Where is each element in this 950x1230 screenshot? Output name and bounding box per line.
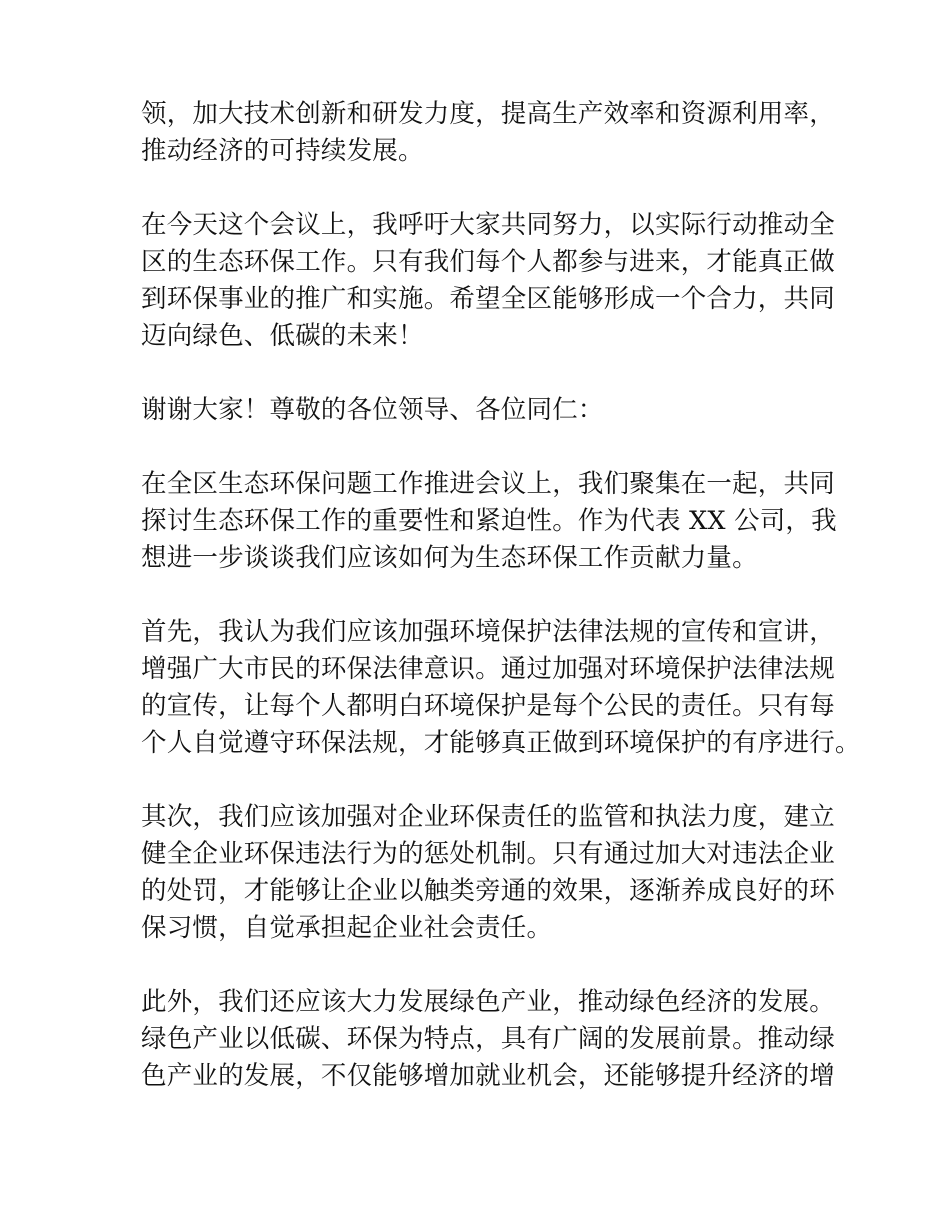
paragraph (141, 614, 861, 762)
paragraph (141, 392, 841, 429)
text-line: 色产业的发展，不仅能够增加就业机会，还能够提升经济的增 (141, 1061, 835, 1091)
document-body (141, 96, 861, 1132)
paragraph (141, 799, 841, 947)
paragraph (141, 207, 841, 355)
text-line: 绿色产业以低碳、环保为特点，具有广阔的发展前景。推动绿 (141, 1024, 835, 1054)
paragraph (141, 96, 841, 170)
text-line: 个人自觉遵守环保法规，才能够真正做到环境保护的有序进行。 (141, 728, 861, 758)
text-line: 健全企业环保违法行为的惩处机制。只有通过加大对违法企业 (141, 839, 835, 869)
text-line: 区的生态环保工作。只有我们每个人都参与进来，才能真正做 (141, 247, 835, 277)
text-line: 谢谢大家！尊敬的各位领导、各位同仁： (141, 395, 604, 425)
text-line: 其次，我们应该加强对企业环保责任的监管和执法力度，建立 (141, 802, 835, 832)
text-line: 探讨生态环保工作的重要性和紧迫性。作为代表 XX 公司，我 (141, 506, 837, 536)
text-line: 增强广大市民的环保法律意识。通过加强对环境保护法律法规 (141, 654, 835, 684)
text-line: 领，加大技术创新和研发力度，提高生产效率和资源利用率， (141, 99, 835, 129)
text-line: 想进一步谈谈我们应该如何为生态环保工作贡献力量。 (141, 543, 758, 573)
text-line: 的处罚，才能够让企业以触类旁通的效果，逐渐养成良好的环 (141, 876, 835, 906)
text-line: 迈向绿色、低碳的未来！ (141, 321, 424, 351)
text-line: 到环保事业的推广和实施。希望全区能够形成一个合力，共同 (141, 284, 835, 314)
paragraph (141, 466, 841, 577)
text-line: 保习惯，自觉承担起企业社会责任。 (141, 913, 553, 943)
text-line: 首先，我认为我们应该加强环境保护法律法规的宣传和宣讲， (141, 617, 835, 647)
text-line: 推动经济的可持续发展。 (141, 136, 424, 166)
paragraph (141, 984, 841, 1095)
text-line: 的宣传，让每个人都明白环境保护是每个公民的责任。只有每 (141, 691, 835, 721)
text-line: 在今天这个会议上，我呼吁大家共同努力，以实际行动推动全 (141, 210, 835, 240)
text-line: 在全区生态环保问题工作推进会议上，我们聚集在一起，共同 (141, 469, 835, 499)
text-line: 此外，我们还应该大力发展绿色产业，推动绿色经济的发展。 (141, 987, 835, 1017)
